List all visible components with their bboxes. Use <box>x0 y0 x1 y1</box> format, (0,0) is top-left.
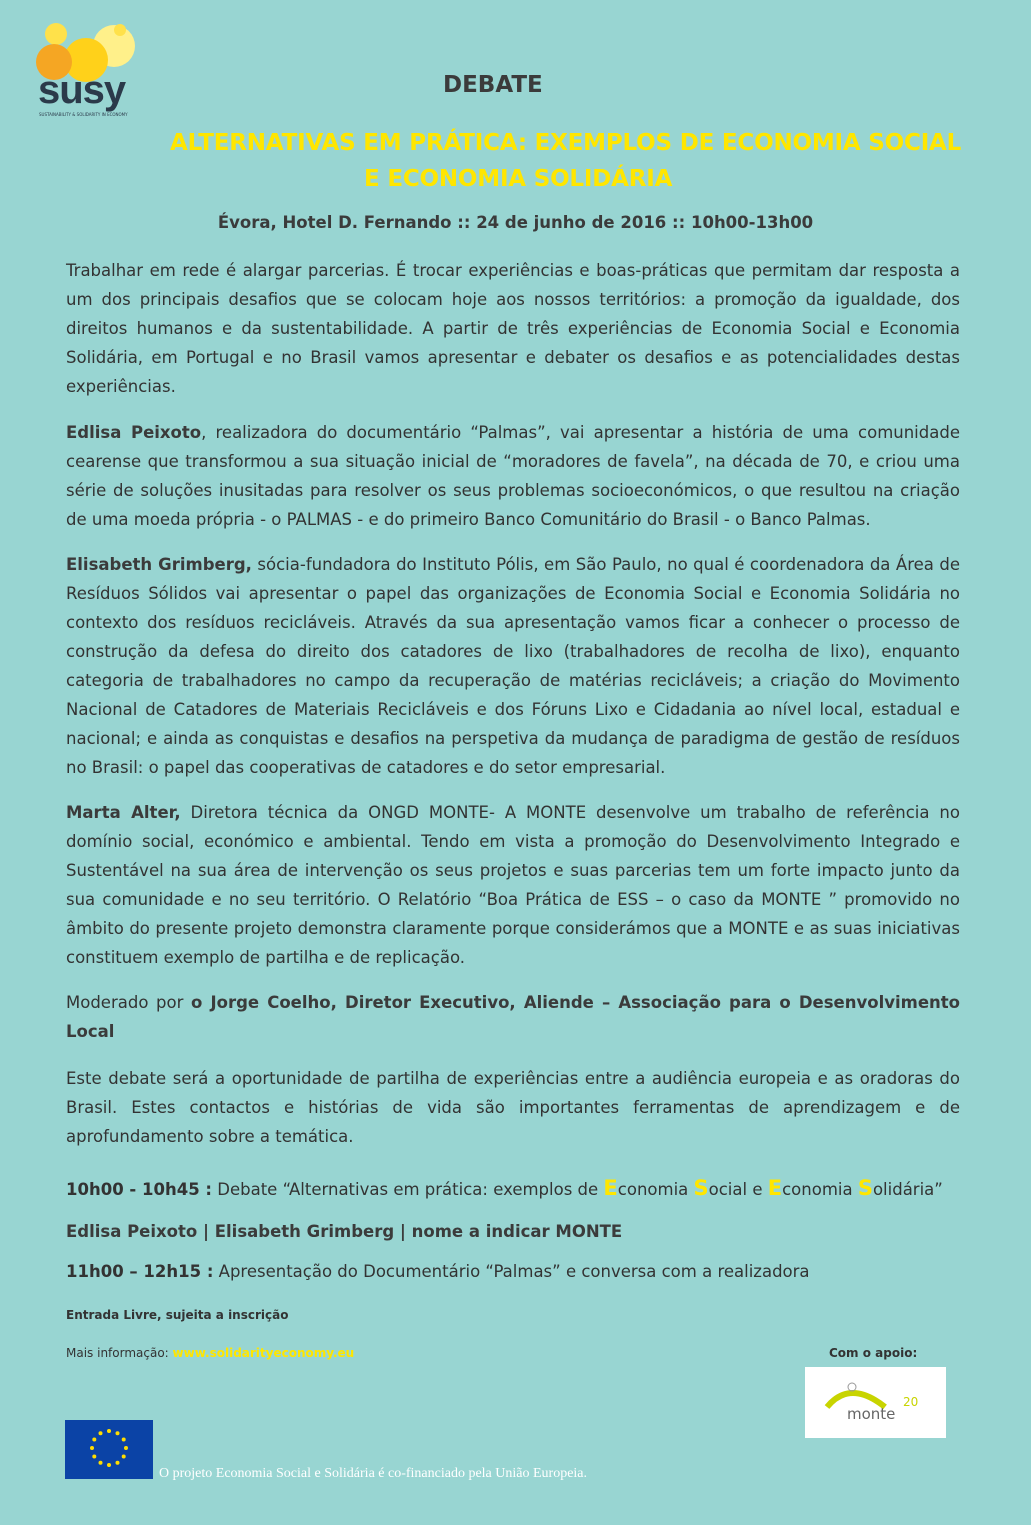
more-info <box>66 1346 354 1360</box>
intro-paragraph: Trabalhar em rede é alargar parcerias. É trocar experiências e boas-práticas que permitam dar resposta a um dos principais desafios que se colocam hoje aos nossos territórios: a promoção da igualdade, dos direitos humanos e da sustentabilidade. A partir de três experiências de Economia Social e Economia Solidária, em Portugal e no Brasil vamos apresentar e debater os desafios e as potencialidades destas experiências. <box>66 261 960 396</box>
word-conomia-1: conomia <box>617 1180 694 1199</box>
main-title-line-1: ALTERNATIVAS EM PRÁTICA: EXEMPLOS DE ECONOMIA SOCIAL <box>170 130 962 156</box>
susy-logo <box>34 22 144 122</box>
speaker1-name: Edlisa Peixoto <box>66 423 202 442</box>
speaker2-description: sócia-fundadora do Instituto Pólis, em São Paulo, no qual é coordenadora da Área de Resíduos Sólidos vai apresentar o papel das organizações de Economia Social e Economia Solidária no contexto dos resíduos recicláveis. Através da sua apresentação vamos ficar a conhecer o processo de construção da defesa do direito dos catadores de lixo (trabalhadores de recolha de lixo), enquanto categoria de trabalhadores no campo da recuperação de matérias recicláveis; a criação do Movimento Nacional de Catadores de Materiais Recicláveis e dos Fóruns Lixo e Cidadania ao nível local, estadual e nacional; e ainda as conquistas e desafios na perspetiva da mudança de paradigma de gestão de resíduos no Brasil: o papel das cooperativas de catadores e do setor empresarial. <box>66 555 960 777</box>
eu-funding-note: O projeto Economia Social e Solidária é co-financiado pela União Europeia. <box>159 1466 588 1481</box>
monte-arc-icon <box>805 1367 946 1438</box>
more-info-label: Mais informação: <box>66 1346 173 1360</box>
initial-e-2: E <box>767 1176 783 1200</box>
initial-e-1: E <box>603 1176 618 1200</box>
slot1-time: 10h00 - 10h45 : <box>66 1180 213 1199</box>
speaker1-description: , realizadora do documentário “Palmas”, vai apresentar a história de uma comunidade cearense que transformou a sua situação inicial de “moradores de favela”, na década de 70, e criou uma série de soluções inusitadas para resolver os seus problemas socioeconómicos, o que resultou na criação de uma moeda própria - o PALMAS - e do primeiro Banco Comunitário do Brasil - o Banco Palmas. <box>66 423 960 529</box>
schedule-slot-1 <box>66 1176 943 1200</box>
speaker3-description: Diretora técnica da ONGD MONTE- A MONTE desenvolve um trabalho de referência no domínio social, económico e ambiental. Tendo em vista a promoção do Desenvolvimento Integrado e Sustentável na sua área de intervenção os seus projetos e suas parcerias tem um forte impacto junto da sua comunidade e no seu território. O Relatório “Boa Prática de ESS – o caso da MONTE ” promovido no âmbito do presente projeto demonstra claramente porque considerámos que a MONTE e as suas iniciativas constituem exemplo de partilha e de replicação. <box>66 803 960 967</box>
event-info: Évora, Hotel D. Fernando :: 24 de junho de 2016 :: 10h00-13h00 <box>217 213 814 232</box>
initial-s-2: S <box>857 1176 873 1200</box>
closing-paragraph: Este debate será a oportunidade de partilha de experiências entre a audiência europeia e as oradoras do Brasil. Estes contactos e histórias de vida são importantes ferramentas de aprendizagem e de aprofundamento sobre a temática. <box>66 1069 960 1146</box>
speaker1-paragraph <box>66 418 960 534</box>
main-title-line-2: E ECONOMIA SOLIDÁRIA <box>364 166 673 192</box>
moderator-prefix: Moderado por <box>66 993 192 1012</box>
monte-logo-text: monte <box>847 1405 896 1423</box>
schedule-slot-2 <box>66 1262 810 1281</box>
speaker3-name: Marta Alter, <box>66 803 181 822</box>
eu-stars-icon <box>65 1420 153 1479</box>
logo-wordmark: susy <box>38 68 126 112</box>
website-link[interactable]: www.solidarityeconomy.eu <box>172 1346 355 1360</box>
entry-note: Entrada Livre, sujeita a inscrição <box>66 1308 289 1322</box>
moderator-name: o Jorge Coelho, Diretor Executivo, Aliende – Associação para o Desenvolvimento Local <box>66 993 960 1041</box>
word-olidaria: olidária” <box>872 1180 943 1199</box>
kicker-title: DEBATE <box>443 72 543 98</box>
word-ocial: ocial e <box>708 1180 768 1199</box>
initial-s-1: S <box>693 1176 709 1200</box>
slot1-text: Debate “Alternativas em prática: exemplos de <box>212 1180 604 1199</box>
slot2-text: Apresentação do Documentário “Palmas” e conversa com a realizadora <box>213 1262 810 1281</box>
speaker2-paragraph <box>66 550 960 782</box>
moderator-paragraph <box>66 988 960 1046</box>
monte-anniversary: 20 <box>903 1395 919 1409</box>
logo-tagline: SUSTAINABILITY & SOLIDARITY IN ECONOMY <box>39 112 128 117</box>
word-conomia-2: conomia <box>782 1180 858 1199</box>
monte-logo <box>805 1367 946 1438</box>
slot2-time: 11h00 – 12h15 : <box>66 1262 214 1281</box>
speaker3-paragraph <box>66 798 960 972</box>
schedule-speakers: Edlisa Peixoto | Elisabeth Grimberg | nome a indicar MONTE <box>66 1222 623 1241</box>
eu-flag-icon <box>65 1420 153 1479</box>
support-label: Com o apoio: <box>829 1346 918 1360</box>
speaker2-name: Elisabeth Grimberg, <box>66 555 252 574</box>
